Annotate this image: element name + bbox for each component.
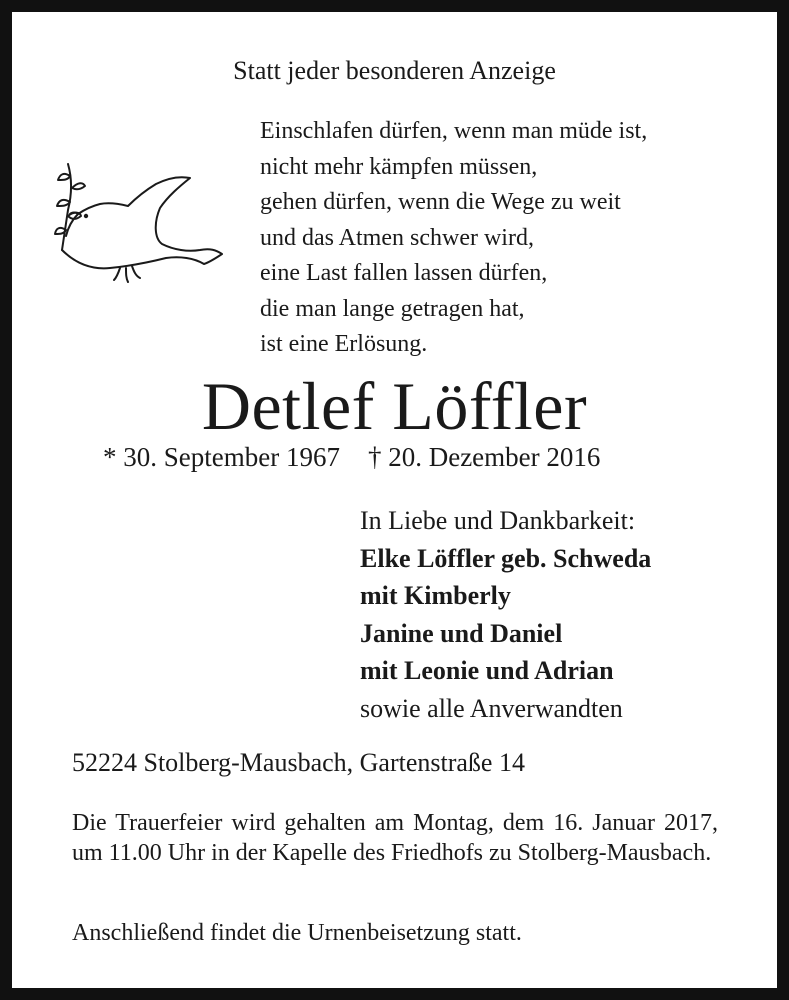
poem-line: und das Atmen schwer wird, bbox=[260, 224, 534, 251]
mourner-name: Janine und Daniel bbox=[360, 618, 563, 648]
mourners-intro: In Liebe und Dankbarkeit: bbox=[360, 506, 636, 535]
notice-heading: Statt jeder besonderen Anzeige bbox=[233, 56, 556, 85]
poem-line: die man lange getragen hat, bbox=[260, 295, 525, 322]
poem-line: eine Last fallen lassen dürfen, bbox=[260, 260, 548, 286]
poem-line: nicht mehr kämpfen müssen, bbox=[260, 153, 538, 180]
mourner-name: Elke Löffler geb. Schweda bbox=[360, 543, 652, 573]
poem-line: ist eine Erlösung. bbox=[260, 331, 428, 357]
poem-line: Einschlafen dürfen, wenn man müde ist, bbox=[260, 118, 648, 144]
mourner-name: mit Kimberly bbox=[360, 581, 511, 610]
dove-with-olive-branch-icon bbox=[50, 158, 230, 288]
funeral-notice: Die Trauerfeier wird gehalten am Montag, dem 16. Januar 2017, um 11.00 Uhr in der Kapelle des Friedhofs zu Stolberg-Mausbach. bbox=[72, 810, 718, 866]
family-address: 52224 Stolberg-Mausbach, Gartenstraße 14 bbox=[72, 748, 525, 777]
poem-line: gehen dürfen, wenn die Wege zu weit bbox=[260, 189, 621, 215]
deceased-name: Detlef Löffler bbox=[201, 368, 588, 444]
life-dates bbox=[103, 442, 600, 473]
burial-notice: Anschließend findet die Urnenbeisetzung statt. bbox=[72, 920, 522, 946]
birth-date: * 30. September 1967 bbox=[103, 442, 340, 472]
mourners-closing: sowie alle Anverwandten bbox=[360, 693, 623, 723]
poem bbox=[260, 114, 647, 363]
mourner-name: mit Leonie und Adrian bbox=[360, 656, 614, 685]
death-date: † 20. Dezember 2016 bbox=[367, 442, 601, 472]
mourners-block bbox=[360, 502, 651, 727]
